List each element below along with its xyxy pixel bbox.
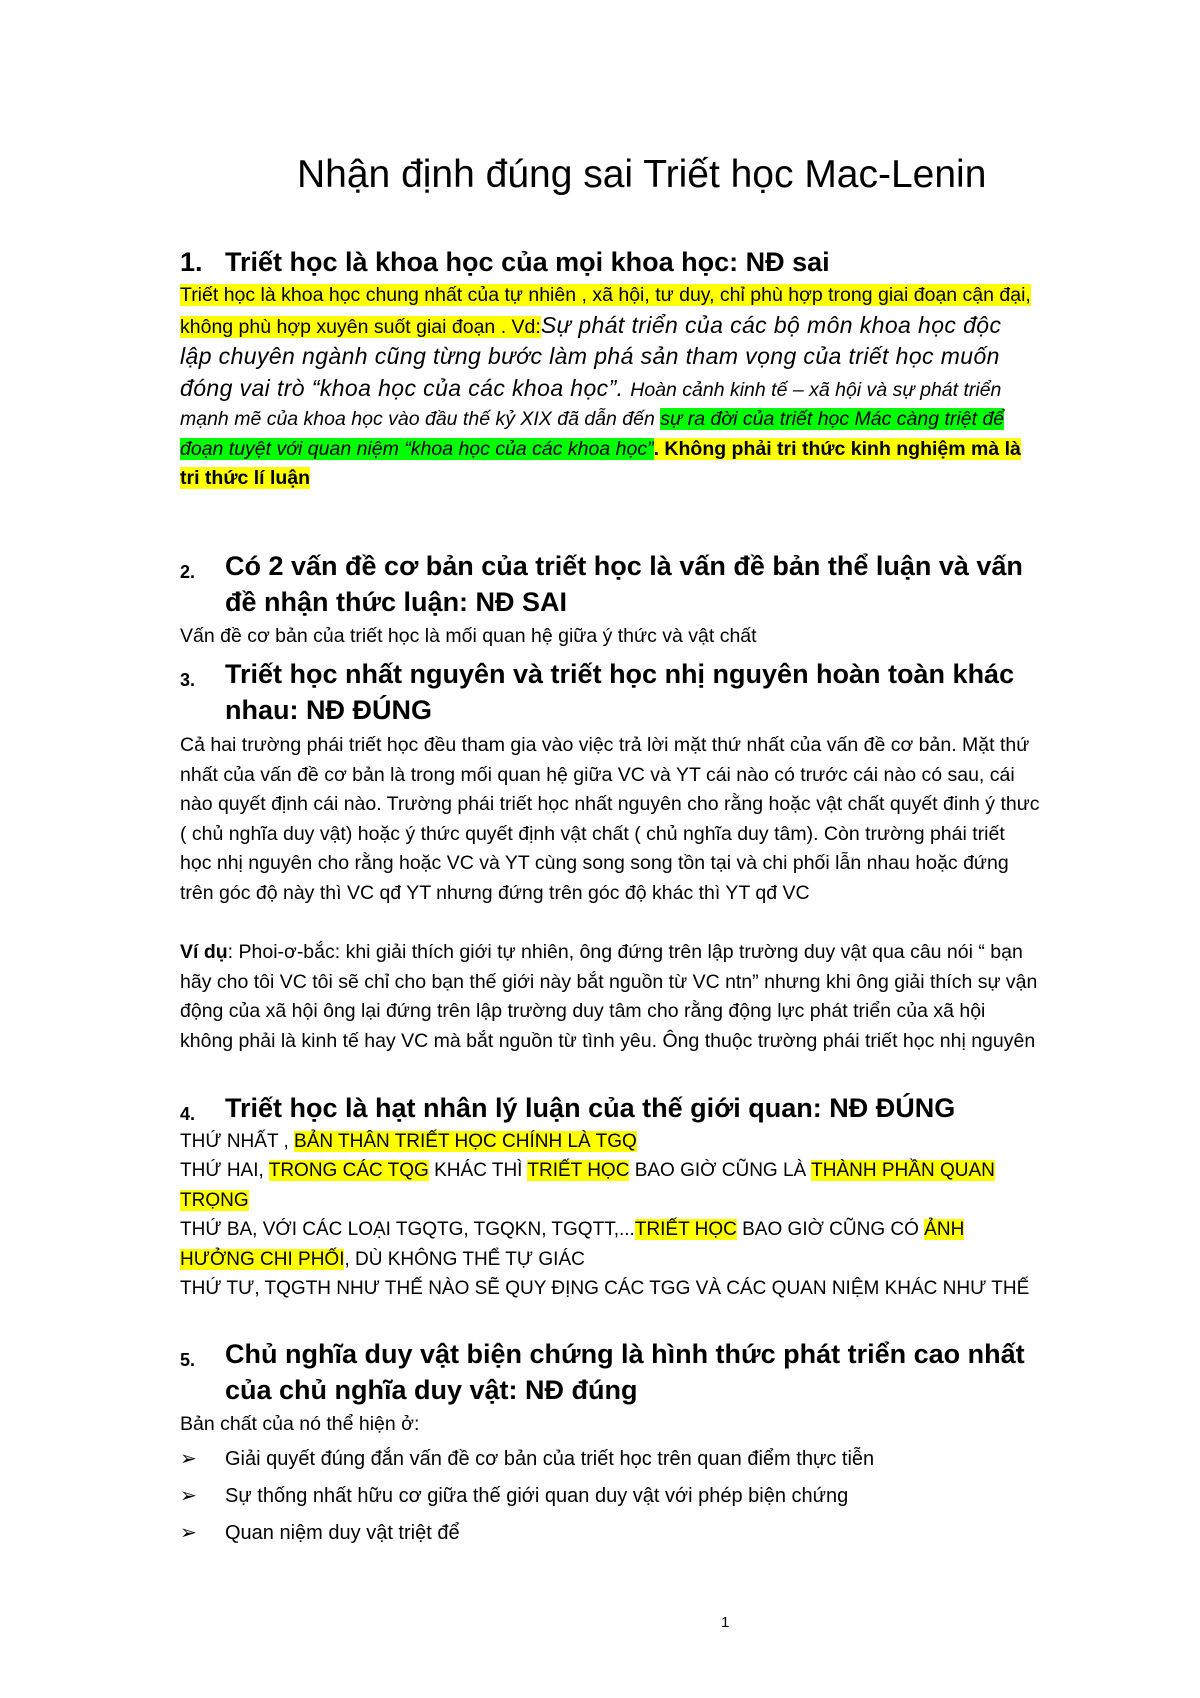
list-item	[180, 1478, 874, 1515]
point-2-text-a: KHÁC THÌ	[428, 1160, 528, 1181]
point-1-label: THỨ NHẤT ,	[180, 1131, 295, 1152]
point-2-highlight-a: TRONG CÁC TQG	[268, 1160, 429, 1181]
question-3-number: 3.	[180, 670, 196, 690]
question-3-text: Triết học nhất nguyên và triết học nhị nguyên hoàn toàn khác nhau: NĐ ĐÚNG	[225, 659, 1015, 725]
question-2-answer: Vấn đề cơ bản của triết học là mối quan hệ giữa ý thức và vật chất	[180, 625, 757, 647]
question-3-example	[180, 938, 1040, 1056]
question-4-point-4: THỨ TƯ, TQGTH NHƯ THẾ NÀO SẼ QUY ĐỊNG CÁC TGG VÀ CÁC QUAN NIỆM KHÁC NHƯ THẾ	[180, 1278, 1030, 1299]
question-4-point-2	[180, 1156, 1040, 1215]
answer-1-italic-context: Hoàn cảnh kinh tế – xã hội và sự phát triển mạnh mẽ của khoa học vào đầu thế kỷ XIX đã dẫn đến	[180, 378, 1002, 430]
question-4-point-3	[180, 1215, 1040, 1274]
question-1-heading	[180, 244, 1055, 280]
question-5-intro: Bản chất của nó thể hiện ở:	[180, 1413, 420, 1435]
question-5-text: Chủ nghĩa duy vật biện chứng là hình thức phát triển cao nhất của chủ nghĩa duy vật: NĐ đúng	[225, 1339, 1025, 1405]
bullet-text: Quan niệm duy vật triệt để	[225, 1522, 460, 1544]
list-item	[180, 1515, 874, 1552]
question-3-answer: Cả hai trường phái triết học đều tham gia vào việc trả lời mặt thứ nhất của vấn đề cơ bản. Mặt thứ nhất của vấn đề cơ bản là trong mối quan hệ giữa VC và YT cái nào có trước cái nào có sau, cái nào quyết định cái nào. Trường phái triết học nhất nguyên cho rằng hoặc vật chất quyết đinh ý thưc ( chủ nghĩa duy vật) hoặc ý thức quyết định vật chất ( chủ nghĩa duy tâm). Còn trường phái triết học nhị nguyên cho rằng hoặc VC và YT cùng song song tồn tại và chi phối lẫn nhau hoặc đứng trên góc độ này thì VC qđ YT nhưng đứng trên góc độ khác thì YT qđ VC	[180, 734, 1040, 904]
question-4-number: 4.	[180, 1104, 196, 1124]
question-5-heading	[180, 1336, 1055, 1408]
example-text: : Phoi-ơ-bắc: khi giải thích giới tự nhiên, ông đứng trên lập trường duy vật qua câu nói “ bạn hãy cho tôi VC tôi sẽ chỉ cho bạn thế giới này bắt nguồn từ VC ntn” nhưng khi ông giải thích sự vận động của xã hội ông lại đứng trên lập trường duy tâm cho rằng động lực phát triển của xã hội không phải là kinh tế hay VC mà bắt nguồn từ tình yêu. Ông thuộc trường phái triết học nhị nguyên	[180, 941, 1038, 1052]
point-2-highlight-b: TRIẾT HỌC	[527, 1160, 630, 1181]
answer-1-conclusion: . Không phải tri thức kinh nghiệm mà là tri thức lí luận	[180, 437, 1021, 489]
question-1-number: 1.	[180, 247, 203, 277]
page-number: 1	[721, 1614, 730, 1631]
point-3-label: THỨ BA, VỚI CÁC LOẠI TGQTG, TGQKN, TGQTT,...	[180, 1219, 635, 1240]
point-1-highlight: BẢN THÂN TRIẾT HỌC CHÍNH LÀ TGQ	[294, 1131, 637, 1152]
document-title: Nhận định đúng sai Triết học Mac-Lenin	[297, 153, 987, 196]
question-1-text: Triết học là khoa học của mọi khoa học: NĐ sai	[225, 247, 830, 277]
point-3-highlight-b: ẢNH HƯỞNG CHI PHỐI	[180, 1219, 965, 1270]
answer-1-italic-quote: Sự phát triển của các bộ môn khoa học độc lập chuyên ngành cũng từng bước làm phá sản tham vọng của triết học muốn đóng vai trò “khoa học của các khoa học”	[180, 311, 1002, 401]
arrow-bullet-icon: ➢	[180, 1448, 197, 1470]
question-5-bullet-list	[180, 1441, 874, 1552]
question-2-heading	[180, 548, 1055, 620]
example-label: Ví dụ	[180, 941, 228, 963]
point-2-label: THỨ HAI,	[180, 1160, 269, 1181]
bullet-text: Giải quyết đúng đắn vấn đề cơ bản của triết học trên quan điểm thực tiễn	[225, 1448, 875, 1470]
question-2-text: Có 2 vấn đề cơ bản của triết học là vấn đề bản thể luận và vấn đề nhận thức luận: NĐ SAI	[225, 551, 1023, 617]
question-2-number: 2.	[180, 562, 196, 582]
list-item	[180, 1441, 874, 1478]
point-3-highlight-a: TRIẾT HỌC	[634, 1219, 737, 1240]
answer-1-highlight: Triết học là khoa học chung nhất của tự nhiên , xã hội, tư duy, chỉ phù hợp trong giai đoạn cận đại, không phù hợp xuyên suốt giai đoạn . Vd:	[180, 284, 1031, 338]
point-3-text-b: , DÙ KHÔNG THỂ TỰ GIÁC	[344, 1248, 585, 1270]
question-4-text: Triết học là hạt nhân lý luận của thế giới quan: NĐ ĐÚNG	[225, 1093, 956, 1123]
arrow-bullet-icon: ➢	[180, 1522, 197, 1544]
question-3-heading	[180, 656, 1055, 728]
point-2-text-b: BAO GIỜ CŨNG LÀ	[629, 1160, 812, 1181]
question-5-number: 5.	[180, 1350, 196, 1370]
bullet-text: Sự thống nhất hữu cơ giữa thế giới quan duy vật với phép biện chứng	[225, 1485, 849, 1507]
answer-1-italic-end: .	[616, 374, 631, 401]
point-2-highlight-c: THÀNH PHẦN QUAN TRỌNG	[180, 1160, 995, 1211]
question-4-heading	[180, 1090, 1055, 1126]
question-1-answer	[180, 281, 1040, 494]
point-3-text-a: BAO GIỜ CŨNG CÓ	[736, 1219, 925, 1240]
question-4-point-1	[180, 1127, 1040, 1157]
answer-1-green-highlight: sự ra đời của triết học Mác càng triệt để đoạn tuyệt với quan niệm “khoa học của các khoa học”	[180, 408, 1005, 460]
arrow-bullet-icon: ➢	[180, 1485, 197, 1507]
